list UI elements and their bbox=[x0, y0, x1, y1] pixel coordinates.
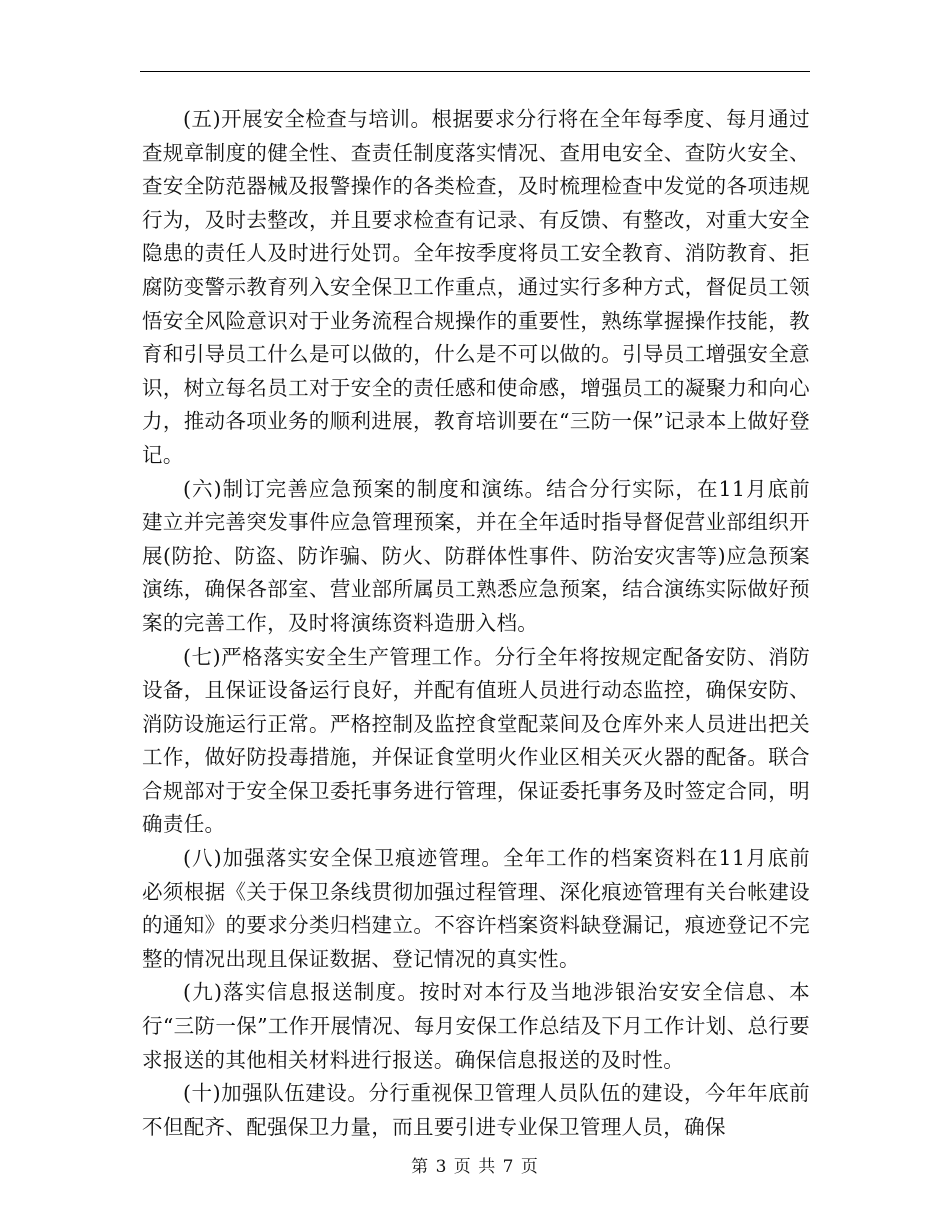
document-body bbox=[142, 103, 810, 1144]
paragraph-5-safety-inspection: (五)开展安全检查与培训。根据要求分行将在全年每季度、每月通过查规章制度的健全性、查责任制度落实情况、查用电安全、查防火安全、查安全防范器械及报警操作的各类检查，及时梳理检查中发觉的各项违规行为，及时去整改，并且要求检查有记录、有反馈、有整改，对重大安全隐患的责任人及时进行处罚。全年按季度将员工安全教育、消防教育、拒腐防变警示教育列入安全保卫工作重点，通过实行多种方式，督促员工领悟安全风险意识对于业务流程合规操作的重要性，熟练掌握操作技能，教育和引导员工什么是可以做的，什么是不可以做的。引导员工增强安全意识，树立每名员工对于安全的责任感和使命感，增强员工的凝聚力和向心力，推动各项业务的顺利进展，教育培训要在“三防一保”记录本上做好登记。 bbox=[142, 107, 811, 467]
header-rule bbox=[140, 71, 810, 72]
paragraph-8-trace-management: (八)加强落实安全保卫痕迹管理。全年工作的档案资料在11月底前必须根据《关于保卫条线贯彻加强过程管理、深化痕迹管理有关台帐建设的通知》的要求分类归档建立。不容许档案资料缺登漏记，痕迹登记不完整的情况出现且保证数据、登记情况的真实性。 bbox=[142, 846, 810, 971]
paragraph-6-emergency-plan: (六)制订完善应急预案的制度和演练。结合分行实际，在11月底前建立并完善突发事件应急管理预案，并在全年适时指导督促营业部组织开展(防抢、防盗、防诈骗、防火、防群体性事件、防治安灾害等)应急预案演练，确保各部室、营业部所属员工熟悉应急预案，结合演练实际做好预案的完善工作，及时将演练资料造册入档。 bbox=[142, 476, 810, 635]
paragraph-10-team-building: (十)加强队伍建设。分行重视保卫管理人员队伍的建设，今年年底前不但配齐、配强保卫力量，而且要引进专业保卫管理人员，确保 bbox=[142, 1081, 810, 1139]
paragraph-9-info-reporting: (九)落实信息报送制度。按时对本行及当地涉银治安安全信息、本行“三防一保”工作开展情况、每月安保工作总结及下月工作计划、总行要求报送的其他相关材料进行报送。确保信息报送的及时性。 bbox=[142, 980, 811, 1072]
paragraph-7-production-safety: (七)严格落实安全生产管理工作。分行全年将按规定配备安防、消防设备，且保证设备运行良好，并配有值班人员进行动态监控，确保安防、消防设施运行正常。严格控制及监控食堂配菜间及仓库外来人员进出把关工作，做好防投毒措施，并保证食堂明火作业区相关灭火器的配备。联合合规部对于安全保卫委托事务进行管理，保证委托事务及时签定合同，明确责任。 bbox=[142, 644, 810, 837]
page-number-footer: 第 3 页 共 7 页 bbox=[411, 1157, 539, 1177]
